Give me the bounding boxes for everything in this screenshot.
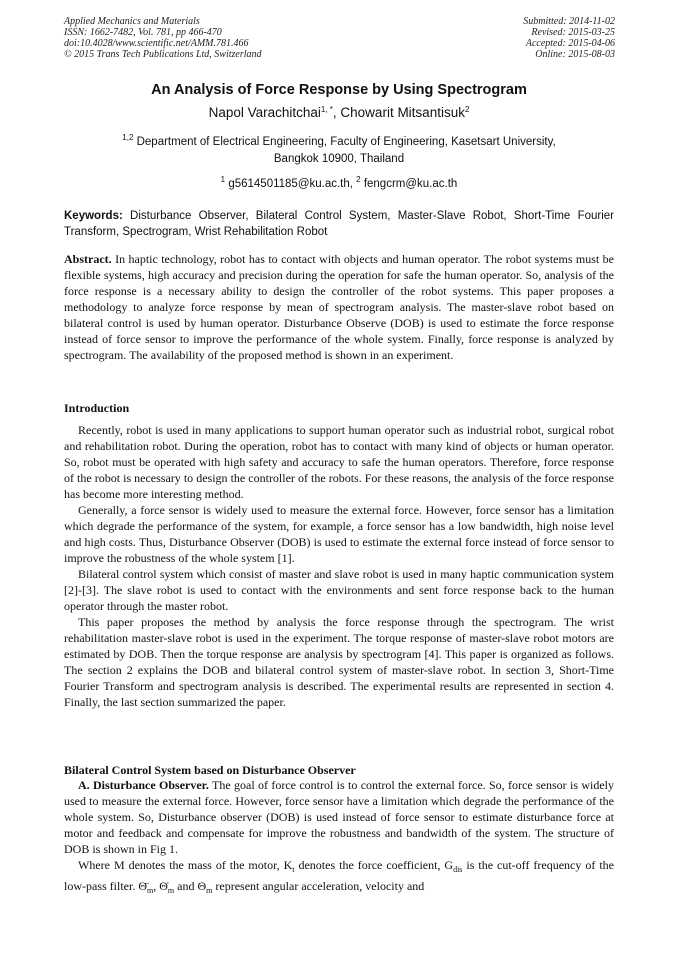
email-1: g5614501185@ku.ac.th,	[225, 178, 357, 190]
affiliation-marker: 1,2	[122, 133, 134, 142]
where-text: Where M denotes the mass of the motor, K	[78, 858, 293, 872]
section-heading-bilateral-control: Bilateral Control System based on Disturbance Observer	[64, 763, 356, 777]
paper-title: An Analysis of Force Response by Using Spectrogram	[151, 82, 527, 98]
where-text: represent angular acceleration, velocity and	[212, 879, 425, 893]
submitted-date: Submitted: 2014-11-02	[523, 16, 615, 27]
email-2: fengcrm@ku.ac.th	[360, 178, 458, 190]
affiliation-line-1	[0, 133, 678, 148]
introduction-body	[64, 422, 614, 710]
author-1-marker: 1, *	[320, 105, 333, 114]
email-line	[0, 175, 678, 190]
where-text: and Θ	[174, 879, 207, 893]
intro-paragraph: Recently, robot is used in many applications to support human operator such as industrial robot, surgical robot and rehabilitation robot. During the operation, robot has to contact with many kind of objects or human operator. So, robot must be operated with high safety and accuracy to safe the human operators. Therefore, force response of the robot is necessary to design the controller of the robots. For these reasons, the analysis of the force response has become more interesting method.	[64, 423, 614, 501]
section-heading-introduction: Introduction	[64, 401, 130, 415]
where-text: denotes the force coefficient, G	[294, 858, 454, 872]
abstract-label: Abstract.	[64, 252, 112, 266]
author-2-marker: 2	[464, 105, 470, 114]
intro-paragraph: This paper proposes the method by analysis the force response through the spectrogram. The wrist rehabilitation master-slave robot is used in the experiment. The torque response of master-slave robot motors are estimated by DOB. Then the torque response are analysis by spectrogram [4]. This paper is organized as follows. The section 2 explains the DOB and bilateral control system of master-slave robot. In section 3, Short-Time Fourier Transform and spectrogram analysis is described. The experimental results are represented in section 4. Finally, the last section summarized the paper.	[64, 615, 614, 709]
theta-subscript: m	[147, 886, 154, 895]
doi-line: doi:10.4028/www.scientific.net/AMM.781.466	[64, 38, 249, 49]
theta-subscript: m	[167, 886, 175, 895]
theta-subscript: m	[206, 886, 213, 895]
affiliation-text: Department of Electrical Engineering, Faculty of Engineering, Kasetsart University,	[133, 136, 556, 148]
author-line	[0, 105, 678, 120]
intro-paragraph: Bilateral control system which consist of master and slave robot is used in many haptic communication system [2]-[3]. The slave robot is used to contact with the environments and sent force response back to the human operator through the master robot.	[64, 567, 614, 613]
where-text: is the cut-off frequency of the low-pass filter. Θ̈	[64, 858, 614, 893]
accepted-date: Accepted: 2015-04-06	[525, 38, 615, 49]
issn-line: ISSN: 1662-7482, Vol. 781, pp 466-470	[64, 27, 222, 38]
revised-date: Revised: 2015-03-25	[531, 27, 615, 38]
publication-info	[64, 16, 262, 60]
where-text: , Θ̇	[153, 879, 168, 893]
online-date: Online: 2015-08-03	[535, 49, 615, 60]
keywords-text: Disturbance Observer, Bilateral Control System, Master-Slave Robot, Short-Time Fourier Transform, Spectrogram, Wrist Rehabilitation Robot	[64, 210, 614, 238]
dob-subheading: A. Disturbance Observer.	[78, 778, 209, 792]
copyright-line: © 2015 Trans Tech Publications Ltd, Switzerland	[64, 49, 262, 60]
keywords-label: Keywords:	[64, 210, 123, 222]
abstract-text: In haptic technology, robot has to contact with objects and human operator. The robot systems must be flexible systems, high accuracy and precision during the operation for safe the human operator. So, analysis of the force response is a necessary ability to design the controller of the robot systems. This paper proposes a methodology to analyze force response by mean of spectrogram analysis. The master-slave robot based on bilateral control is used by human operator. Disturbance Observe (DOB) is used to estimate the force response instead of force sensor to improve the performance of the whole system. Finally, force response is analyzed by spectrogram. The availability of the proposed method is shown in an experiment.	[64, 252, 614, 362]
where-paragraph	[64, 857, 614, 899]
journal-name: Applied Mechanics and Materials	[64, 16, 200, 27]
publication-dates	[523, 16, 615, 60]
author-2: Chowarit Mitsantisuk	[340, 105, 465, 120]
author-1: Napol Varachitchai	[208, 105, 321, 120]
kt-subscript: t	[292, 865, 295, 874]
dob-text: The goal of force control is to control the external force. So, force sensor is widely used to measure the external force. However, force sensor have a limitation which degrade the performance of the whole system. So, Disturbance observer (DOB) is used instead of force sensor to estimate disturbance force at motor and feedback and compensate for improve the robustness and bandwidth of the system. The structure of DOB is shown in Fig 1.	[64, 778, 615, 856]
keywords	[64, 208, 614, 240]
email-2-marker: 2	[356, 175, 361, 184]
affiliation-line-2: Bangkok 10900, Thailand	[273, 153, 405, 165]
gdis-subscript: dis	[453, 865, 463, 874]
dob-paragraph	[64, 777, 614, 857]
bilateral-control-body	[64, 777, 614, 899]
abstract	[64, 251, 614, 363]
intro-paragraph: Generally, a force sensor is widely used to measure the external force. However, force sensor has a limitation which degrade the performance of the system, for example, a force sensor has a low bandwidth, high noise level and high costs. Thus, Disturbance Observer (DOB) is used to estimate the external force instead of force sensor to improve the robustness of the whole system [1].	[64, 503, 614, 565]
author-separator: ,	[332, 105, 341, 120]
email-1-marker: 1	[220, 175, 226, 184]
